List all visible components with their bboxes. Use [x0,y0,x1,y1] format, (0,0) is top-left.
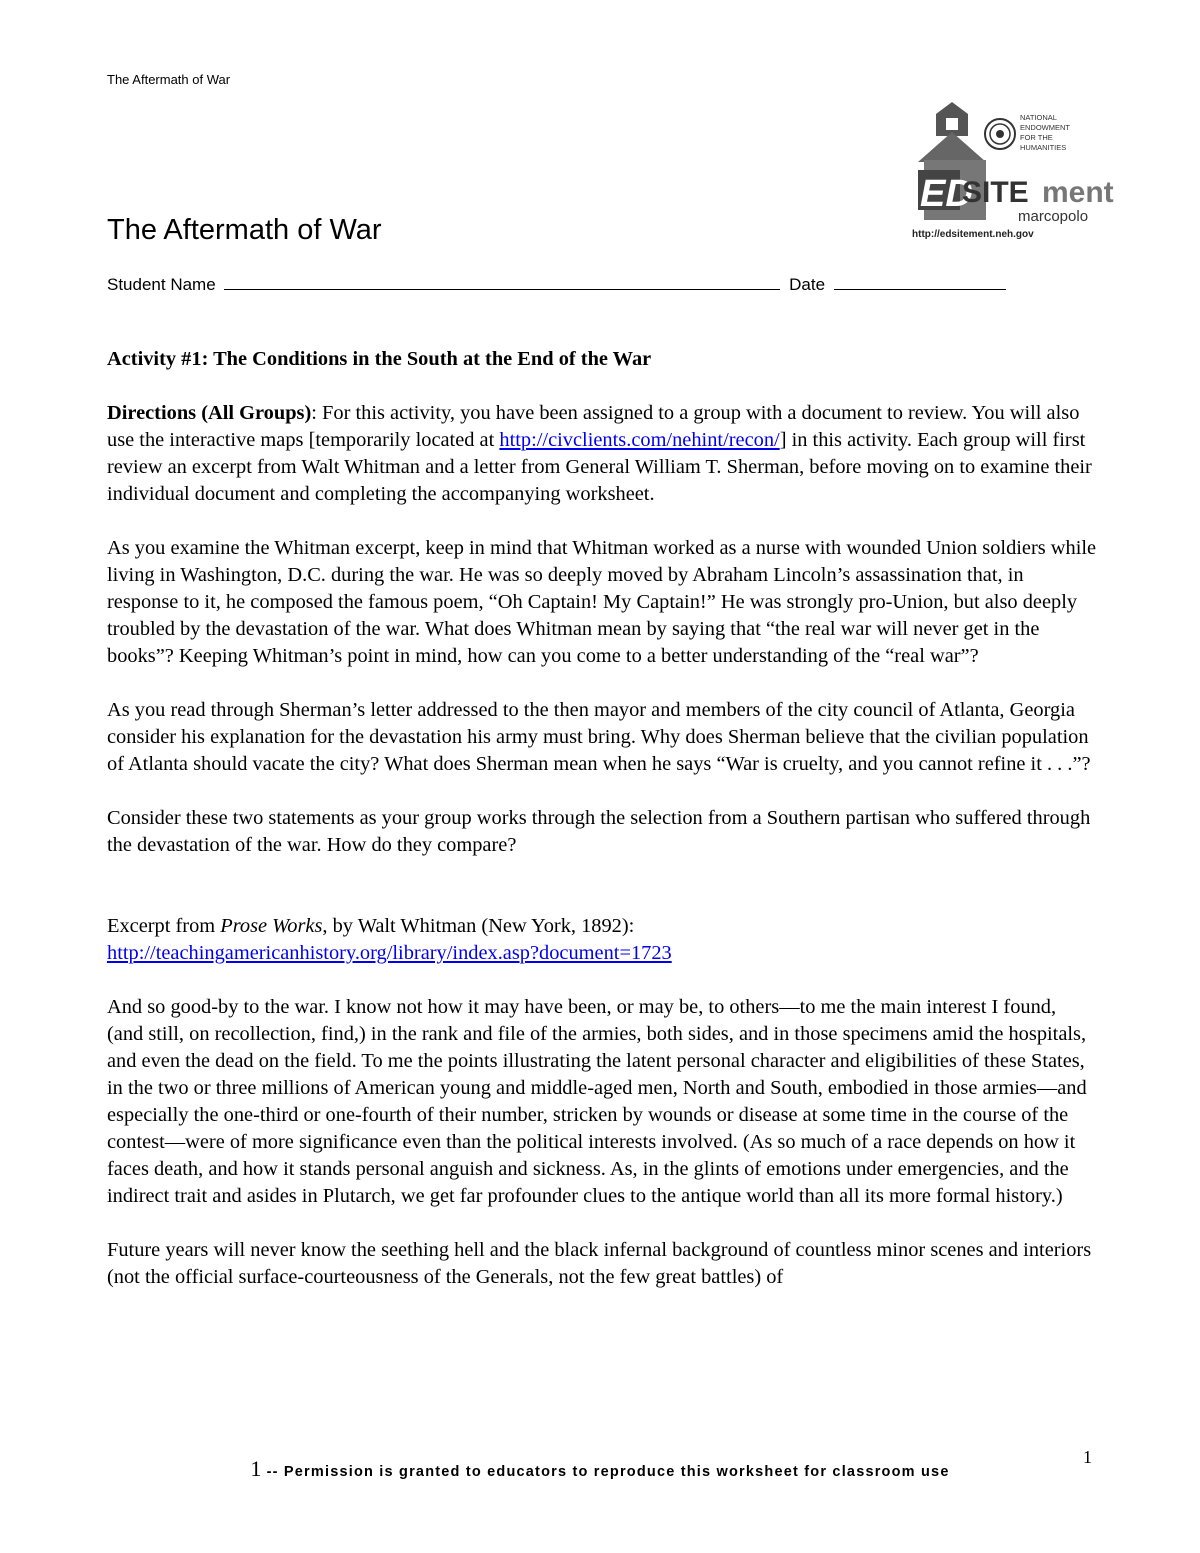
whitman-paragraph: As you examine the Whitman excerpt, keep in mind that Whitman worked as a nurse with wounded Union soldiers while living in Washington, D.C. during the war. He was so deeply moved by Abraham Lincoln’s assassination that, in response to it, he composed the famous poem, “Oh Captain! My Captain!” He was strongly pro-Union, but also deeply troubled by the devastation of the war. What does Whitman mean by saying that “the real war will never get in the books”? Keeping Whitman’s point in mind, how can you come to a better understanding of the “real war”? [107,537,1097,667]
footer [0,1456,1200,1482]
student-name-blank[interactable] [224,288,780,290]
student-name-label: Student Name [107,275,216,294]
logo-org-line3: FOR THE [1020,133,1053,142]
logo-org-line1: NATIONAL [1020,113,1057,122]
activity-title: Activity #1: The Conditions in the South at the End of the War [107,348,652,370]
consider-paragraph: Consider these two statements as your group works through the selection from a Southern partisan who suffered through the devastation of the war. How do they compare? [107,807,1091,856]
page-title: The Aftermath of War [107,214,382,246]
directions-text-b: ] in this activity. Each group will first review an excerpt from Walt Whitman and a letter from General William T. Sherman, before moving on to examine their individual document and completing the accompanying worksheet. [107,429,1092,505]
sherman-paragraph: As you read through Sherman’s letter addressed to the then mayor and members of the city council of Atlanta, Georgia consider his explanation for the devastation his army must bring. Why does Sherman believe that the civilian population of Atlanta should vacate the city? What does Sherman mean when he says “War is cruelty, and you cannot refine it . . .”? [107,699,1091,775]
directions-lead: Directions (All Groups) [107,402,312,424]
logo-brand-ment: ment [1042,176,1114,209]
logo-brand-ed: ED [920,173,973,215]
excerpt-link[interactable]: http://teachingamericanhistory.org/library/index.asp?document=1723 [107,942,672,964]
directions-text-a: : For this activity, you have been assigned to a group with a document to review. You will also use the interactive maps [temporarily located at [107,402,1080,451]
logo-org-line4: HUMANITIES [1020,143,1067,152]
excerpt-prefix: Excerpt from [107,915,221,937]
date-label: Date [789,275,826,294]
excerpt-citation [107,913,1097,967]
logo-sub: marcopolo [1018,208,1089,225]
excerpt-work-title: Prose Works [220,915,323,937]
footer-page-num: 1 [250,1456,262,1481]
edsitement-logo [912,100,1114,240]
page-number: 1 [1083,1447,1092,1467]
logo-brand-site: SITE [962,176,1029,209]
logo-url: http://edsitement.neh.gov [912,229,1034,240]
logo-org-line2: ENDOWMENT [1020,123,1070,132]
quote-paragraph-2: Future years will never know the seething hell and the black infernal background of countless minor scenes and interiors (not the official surface-courteousness of the Generals, not the few great battles) of [107,1239,1092,1288]
directions-paragraph [107,400,1097,508]
maps-link[interactable]: http://civclients.com/nehint/recon/ [499,429,780,451]
quote-paragraph-1: And so good-by to the war. I know not how it may have been, or may be, to others—to me the main interest I found, (and still, on recollection, find,) in the rank and file of the armies, both sides, and in those specimens amid the hospitals, and even the dead on the field. To me the points illustrating the latent personal character and eligibilities of these States, in the two or three millions of American young and middle-aged men, North and South, embodied in those armies—and especially the one-third or one-fourth of their number, stricken by wounds or disease at some time in the course of the contest—were of more significance even than the political interests involved. (As so much of a race depends on how it faces death, and how it stands personal anguish and sickness. As, in the glints of emotions under emergencies, and the indirect trait and asides in Plutarch, we get far profounder clues to the antique world than all its more formal history.) [107,996,1087,1207]
date-blank[interactable] [834,288,1006,290]
excerpt-suffix: , by Walt Whitman (New York, 1892): [322,915,635,937]
student-info-line [107,275,1010,295]
worksheet-body [107,346,1097,1318]
running-header: The Aftermath of War [107,72,231,87]
footer-permission: -- Permission is granted to educators to reproduce this worksheet for classroom use [261,1464,950,1480]
